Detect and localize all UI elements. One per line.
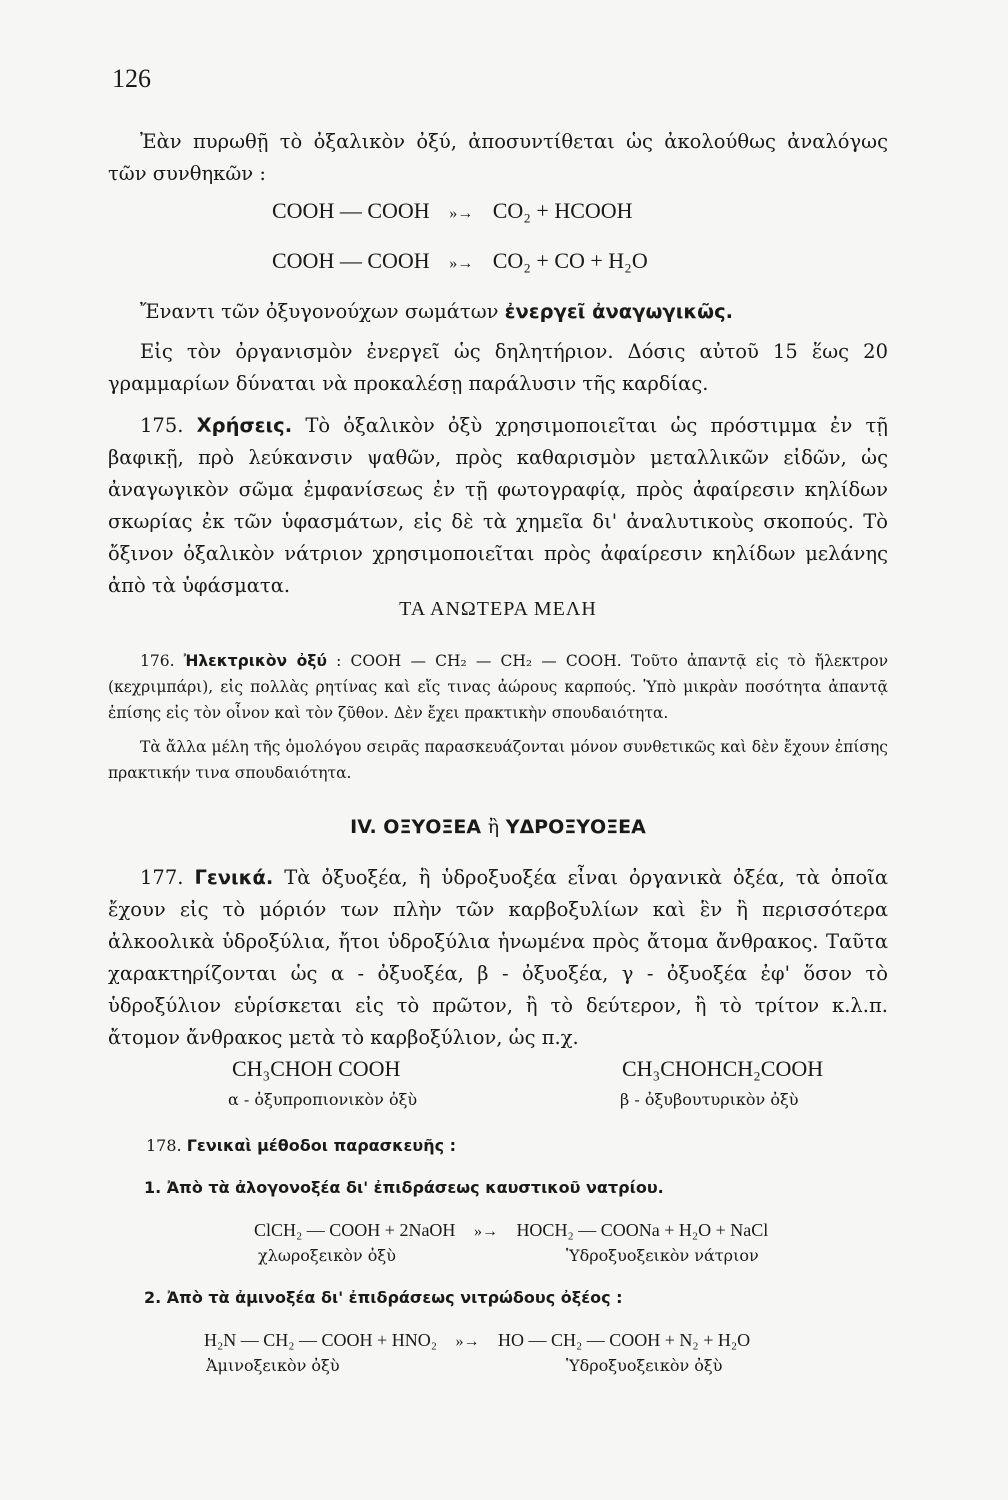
equation-4-label-left: Ἀμινοξεικὸν ὀξὺ <box>206 1356 340 1375</box>
arrow-icon: »→ <box>455 1333 480 1350</box>
equation-3-label-right: Ὑδροξυοξεικὸν νάτριον <box>566 1246 759 1265</box>
section-176-text: Τοῦτο ἀπαντᾷ εἰς τὸ ἤλεκτρον (κεχριμπάρι), εἰς πολλὰς ρητίνας καὶ εἴς τινας ἀώρους καρπούς. Ὑπὸ μικρὰν ποσότητα ἀπαντᾷ ἐπίσης εἰς τὸν οἶνον καὶ τὸν ζῦθον. Δὲν ἔχει πρακτικὴν σπουδαιότητα. <box>108 652 888 722</box>
section-176-title: Ἠλεκτρικὸν ὀξύ <box>183 652 327 670</box>
equation-3-label-left: χλωροξεικὸν ὀξὺ <box>258 1246 396 1265</box>
section-175-text: Τὸ ὀξαλικὸν ὀξὺ χρησιμοποιεῖται ὡς πρόστιμμα ἐν τῇ βαφικῇ, πρὸ λεύκανσιν ψαθῶν, πρὸς καθαρισμὸν μεταλλικῶν εἰδῶν, ὡς ἀναγωγικὸν σῶμα ἐμφανίσεως ἐν τῇ φωτογραφίᾳ, πρὸς ἀφαίρεσιν κηλίδων σκωρίας ἐκ τῶν ὑφασμάτων, εἰς δὲ τὰ χημεῖα δι' ἀναλυτικοὺς σκοπούς. Τὸ ὄξινον ὀξαλικὸν νάτριον χρησιμοποιεῖται πρὸς ἀφαίρεσιν κηλίδων μελάνης ἀπὸ τὰ ὑφάσματα. <box>108 414 888 597</box>
section-176-formula: : COOH — CH₂ — CH₂ — COOH. <box>336 652 622 670</box>
page-number: 126 <box>112 64 151 93</box>
equation-4 <box>204 1330 750 1351</box>
paragraph-pyrolysis: Ἐὰν πυρωθῇ τὸ ὀξαλικὸν ὀξύ, ἀποσυντίθεται ὡς ἀκολούθως ἀναλόγως τῶν συνθηκῶν : <box>108 130 888 185</box>
arrow-icon: »→ <box>449 205 474 222</box>
heading-higher-members: ΤΑ ΑΝΩΤΕΡΑ ΜΕΛΗ <box>399 598 597 620</box>
section-178-number: 178. <box>146 1136 182 1155</box>
example-b-name: β - ὀξυβουτυρικὸν ὀξὺ <box>620 1090 799 1109</box>
reducing-text: Ἔναντι τῶν ὀξυγονούχων σωμάτων <box>140 300 505 323</box>
arrow-icon: »→ <box>449 255 474 272</box>
equation-3 <box>254 1220 768 1241</box>
example-a-name: α - ὀξυπροπιονικὸν ὀξὺ <box>228 1090 418 1109</box>
example-a-formula: CH₃CHOH COOH <box>232 1056 401 1081</box>
equation-2 <box>272 248 648 274</box>
heading-oxyacids-b: ΥΔΡΟΞΥΟΞΕΑ <box>505 816 646 838</box>
equation-3-right: HOCH₂ — COONa + H₂O + NaCl <box>516 1220 769 1240</box>
section-177-text: Τὰ ὀξυοξέα, ἢ ὑδροξυοξέα εἶναι ὀργανικὰ ὀξέα, τὰ ὁποῖα ἔχουν εἰς τὸ μόριόν των πλὴν τῶν καρβοξυλίων καὶ ἓν ἢ περισσότερα ἀλκοολικὰ ὑδροξύλια, ἤτοι ὑδροξύλια ἡνωμένα πρὸς ἄτομα ἄνθρακος. Ταῦτα χαρακτηρίζονται ὡς α - ὀξυοξέα, β - ὀξυοξέα, γ - ὀξυοξέα ἐφ' ὅσον τὸ ὑδροξύλιον εὑρίσκεται εἰς τὸ πρῶτον, ἢ τὸ δεύτερον, ἢ τὸ τρίτον κ.λ.π. ἄτομον ἄνθρακος μετὰ τὸ καρβοξύλιον, ὡς π.χ. <box>108 866 888 1049</box>
paragraph-poison: Εἰς τὸν ὀργανισμὸν ἐνεργεῖ ὡς δηλητήριον. Δόσις αὐτοῦ 15 ἕως 20 γραμμαρίων δύναται νὰ προκαλέσῃ παράλυσιν τῆς καρδίας. <box>108 340 888 395</box>
equation-4-left: H₂N — CH₂ — COOH + HNO₂ <box>204 1330 437 1350</box>
equation-2-right: CO₂ + CO + H₂O <box>492 248 648 273</box>
heading-oxyacids-number: IV. <box>350 816 377 838</box>
heading-oxyacids <box>108 816 888 838</box>
equation-2-left: COOH — COOH <box>272 248 430 273</box>
paragraph-other-members: Τὰ ἄλλα μέλη τῆς ὁμολόγου σειρᾶς παρασκευάζονται μόνον συνθετικῶς καὶ δὲν ἔχουν ἐπίσης πρακτικήν τινα σπουδαιότητα. <box>108 738 888 782</box>
equation-4-right: HO — CH₂ — COOH + N₂ + H₂O <box>497 1330 751 1350</box>
method-2: 2. Ἀπὸ τὰ ἀμινοξέα δι' ἐπιδράσεως νιτρώδους ὀξέος : <box>144 1288 623 1307</box>
section-177-title: Γενικά. <box>194 866 274 889</box>
section-177 <box>108 862 888 1054</box>
equation-1-right: CO₂ + HCOOH <box>492 198 633 223</box>
section-175-title: Χρήσεις. <box>196 414 293 437</box>
method-1: 1. Ἀπὸ τὰ ἀλογονοξέα δι' ἐπιδράσεως καυστικοῦ νατρίου. <box>144 1178 664 1197</box>
section-178 <box>146 1136 456 1155</box>
section-176-number: 176. <box>140 652 175 670</box>
example-b-formula: CH₃CHOHCH₂COOH <box>622 1056 824 1081</box>
section-175-number: 175. <box>140 414 184 437</box>
section-177-number: 177. <box>140 866 184 889</box>
section-176 <box>108 648 888 726</box>
equation-1 <box>272 198 633 224</box>
paragraph-reducing <box>108 296 888 328</box>
equation-3-left: ClCH₂ — COOH + 2NaOH <box>254 1220 456 1240</box>
heading-oxyacids-or: ἢ <box>487 816 500 838</box>
heading-oxyacids-a: ΟΞΥΟΞΕΑ <box>383 816 482 838</box>
section-178-title: Γενικαὶ μέθοδοι παρασκευῆς : <box>186 1136 457 1155</box>
reducing-bold: ἐνεργεῖ ἀναγωγικῶς. <box>504 300 734 323</box>
equation-1-left: COOH — COOH <box>272 198 430 223</box>
section-175 <box>108 410 888 602</box>
equation-4-label-right: Ὑδροξυοξεικὸν ὀξὺ <box>566 1356 723 1375</box>
arrow-icon: »→ <box>473 1223 498 1240</box>
